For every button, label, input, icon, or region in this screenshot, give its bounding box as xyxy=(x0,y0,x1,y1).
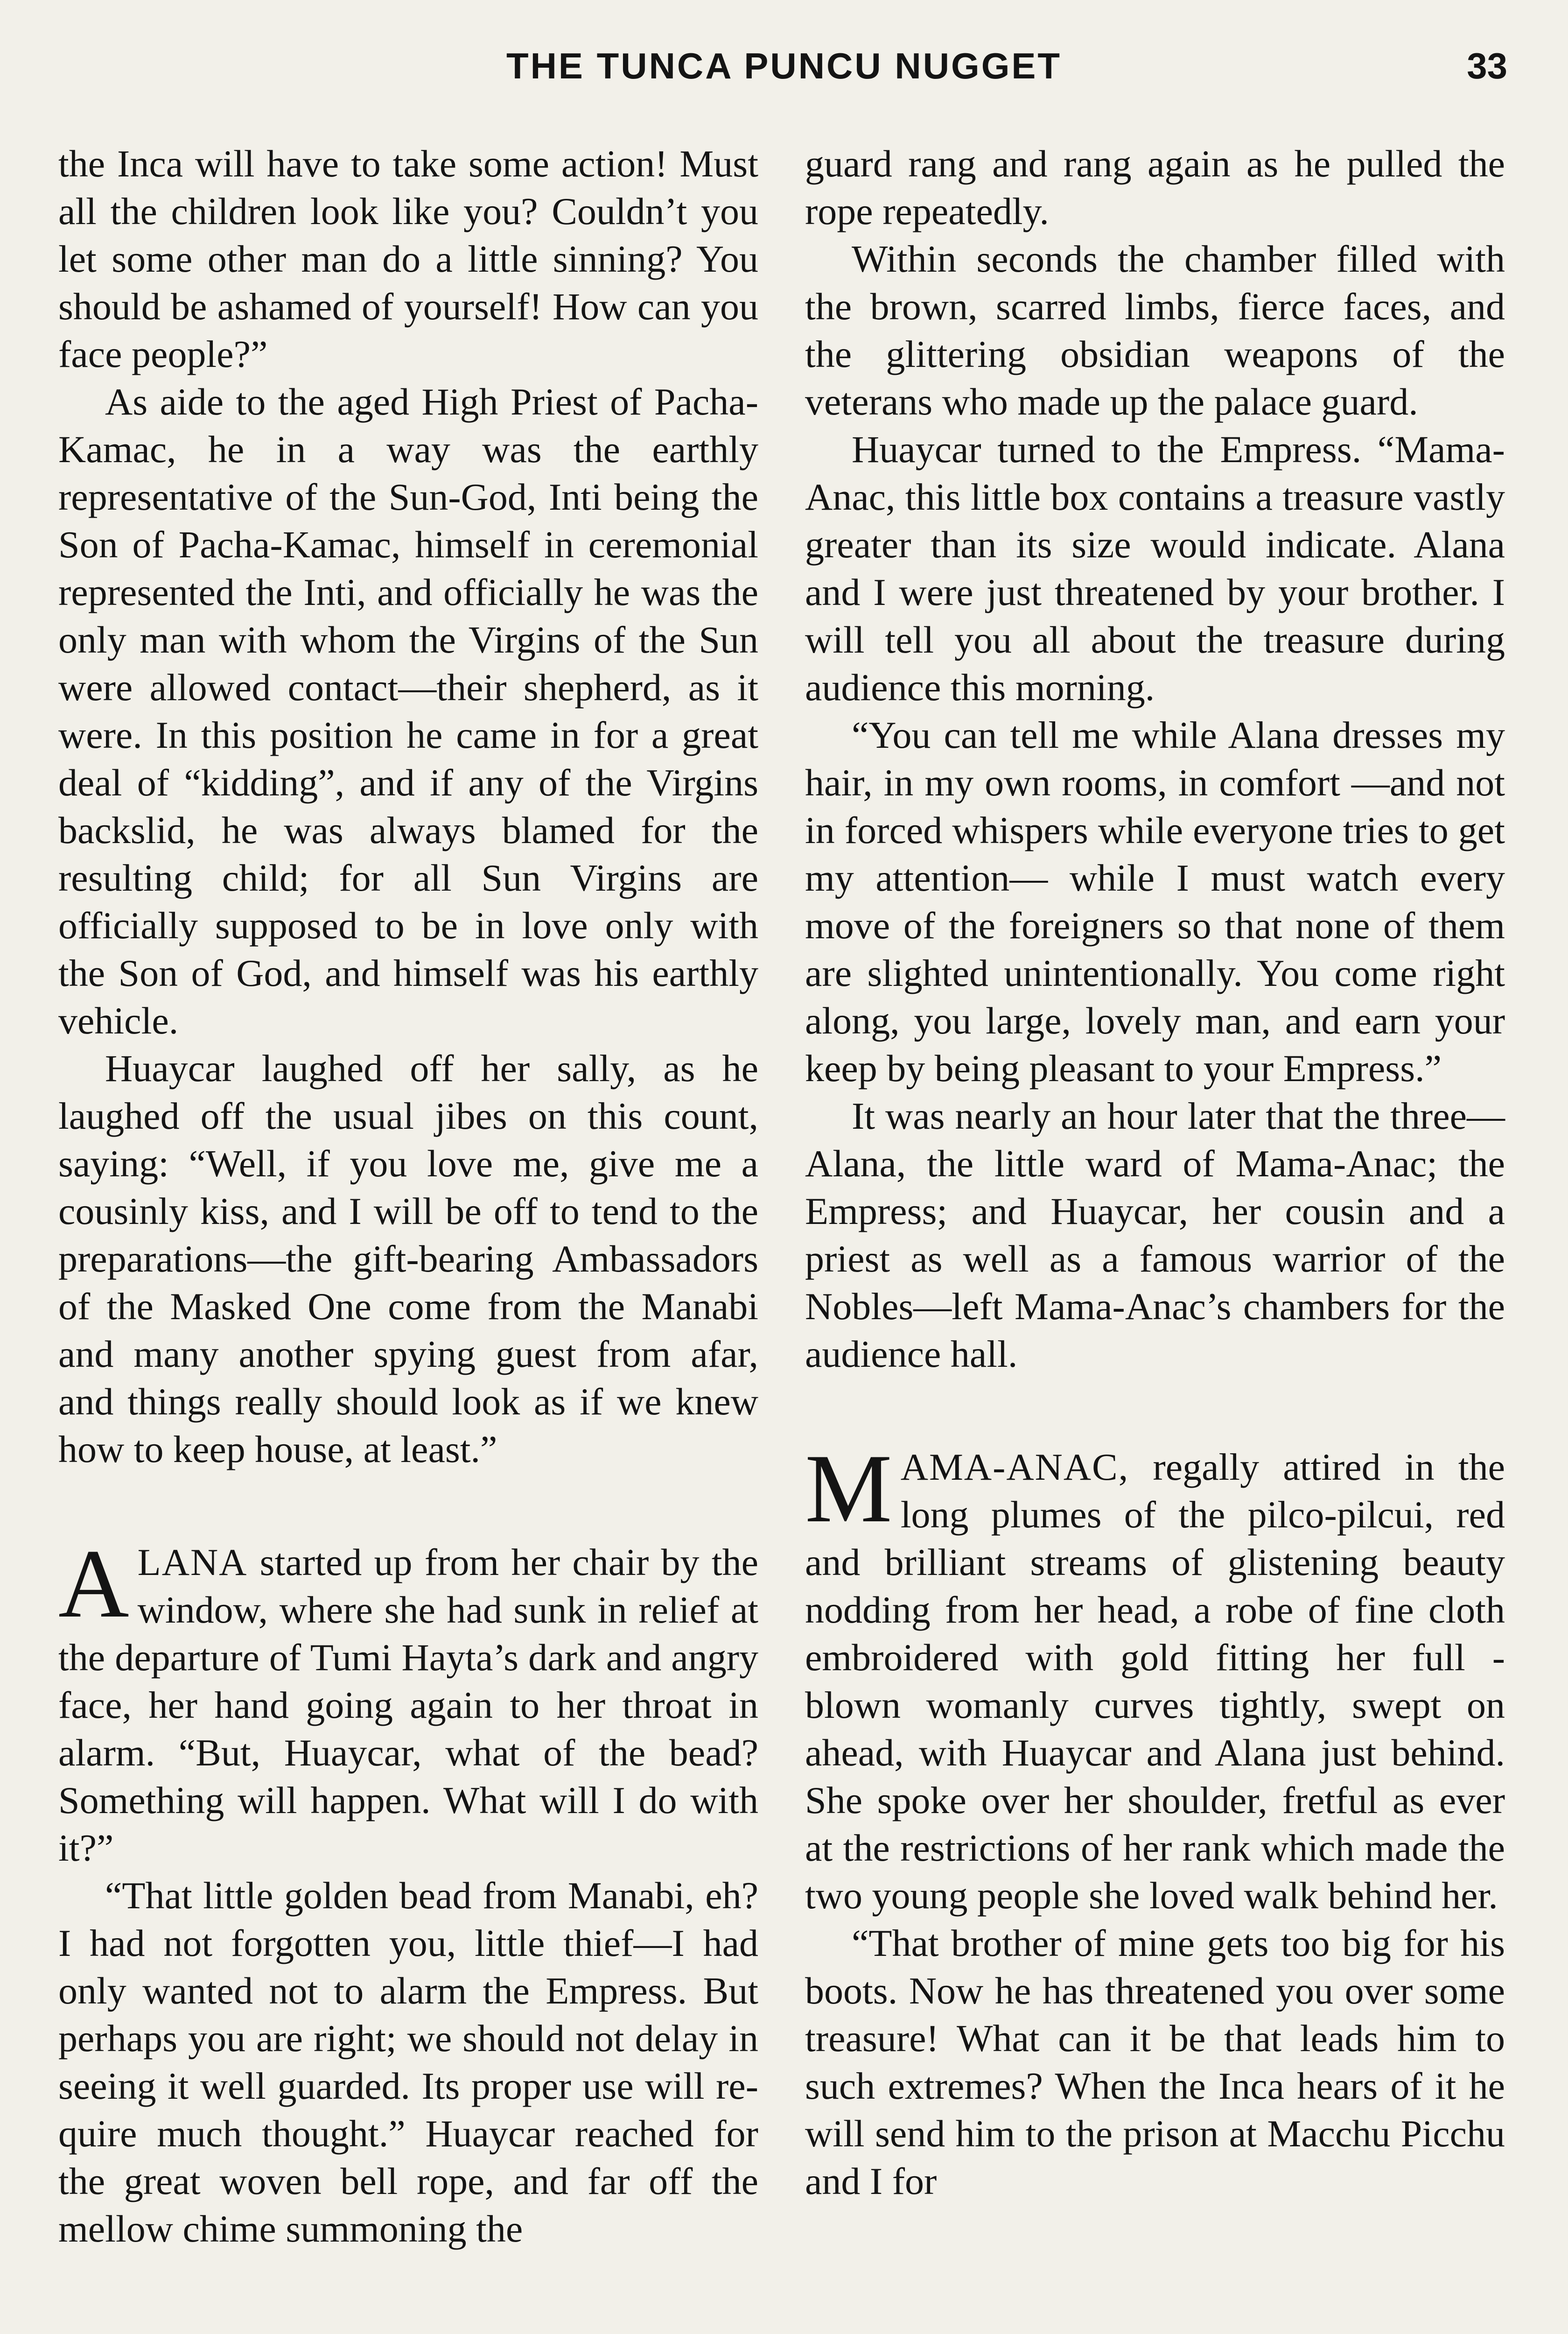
paragraph: “You can tell me while Alana dresses my hair, in my own rooms, in comfort —and not in forced whispers while everyone tries to get my attention— while I must watch every move of the foreigners so that none of them are slighted unintentionally. You come right along, you large, lovely man, and earn your keep by being pleasant to your Empress.” xyxy=(805,714,1505,1090)
page-number: 33 xyxy=(1467,45,1507,86)
dropcap-paragraph xyxy=(805,1434,1505,1919)
paragraph: “That little golden bead from Manabi, eh? I had not forgotten you, little thief—I had only wanted not to alarm the Empress. But perhaps you are right; we should not delay in seeing it well guarded. Its proper use will require much thought.” Huaycar reached for the great woven bell rope, and far off the mellow chime summoning the xyxy=(58,1874,758,2250)
lead-in-caps: AMA-ANAC, xyxy=(900,1446,1129,1488)
paragraph: “That brother of mine gets too big for his boots. Now he has threatened you over some treasure! What can it be that leads him to such extremes? When the Inca hears of it he will send him to the prison at Macchu Picchu and I for xyxy=(805,1922,1505,2202)
section-break xyxy=(805,1378,1505,1443)
paragraph: Huaycar laughed off her sally, as he laughed off the usual jibes on this count, saying: “Well, if you love me, give me a cousinly kiss, and I will be off to tend to the preparations—the gift-bearing Ambassadors of the Masked One come from the Manabi and many another spying guest from afar, and things really should look as if we knew how to keep house, at least.” xyxy=(58,1047,758,1470)
paragraph: Within seconds the chamber filled with the brown, scarred limbs, fierce faces, and the glittering obsidian weapons of the veterans who made up the palace guard. xyxy=(805,238,1505,423)
right-column xyxy=(805,140,1505,2205)
page-title: THE TUNCA PUNCU NUGGET xyxy=(506,45,1062,86)
lead-in-caps: LANA xyxy=(137,1541,248,1583)
drop-cap: M xyxy=(805,1434,892,1543)
paragraph: It was nearly an hour later that the three—Alana, the little ward of Mama-Anac; the Empress; and Huaycar, her cousin and a priest as well as a famous warrior of the Nobles—left Mama-Anac’s chambers for the audience hall. xyxy=(805,1095,1505,1375)
running-header xyxy=(56,45,1512,96)
paragraph: Huaycar turned to the Empress. “Mama-Anac, this little box contains a treasure vastly greater than its size would indicate. Alana and I were just threatened by your brother. I will tell you all about the treasure during audience this morning. xyxy=(805,428,1505,709)
paragraph: the Inca will have to take some action! Must all the children look like you? Couldn’t you let some other man do a little sinning? You should be ashamed of yourself! How can you face people?” xyxy=(58,142,758,375)
section-break xyxy=(58,1473,758,1539)
drop-cap: A xyxy=(58,1530,129,1638)
dropcap-paragraph xyxy=(58,1530,758,1872)
paragraph: As aide to the aged High Priest of Pacha-Kamac, he in a way was the earthly representative of the Sun-God, Inti being the Son of Pacha-Kamac, himself in ceremonial represented the Inti, and officially he was the only man with whom the Virgins of the Sun were allowed contact—their shepherd, as it were. In this position he came in for a great deal of “kidding”, and if any of the Virgins backslid, he was always blamed for the resulting child; for all Sun Virgins are officially supposed to be in love only with the Son of God, and himself was his earthly vehicle. xyxy=(58,380,758,1042)
left-column xyxy=(58,140,758,2253)
paragraph-text: regally attired in the long plumes of the pilco-pilcui, red and brilliant streams of glistening beauty nodding from her head, a robe of fine cloth embroidered with gold fitting her full - blown womanly curves tightly, swept on ahead, with Huaycar and Alana just behind. She spoke over her shoulder, fretful as ever at the restrictions of her rank which made the two young people she loved walk behind her. xyxy=(805,1446,1505,1917)
paragraph-text: started up from her chair by the window, where she had sunk in relief at the departure of Tumi Hayta’s dark and angry face, her hand going again to her throat in alarm. “But, Huaycar, what of the bead? Something will happen. What will I do with it?” xyxy=(58,1541,758,1869)
paragraph: guard rang and rang again as he pulled the rope repeatedly. xyxy=(805,142,1505,232)
